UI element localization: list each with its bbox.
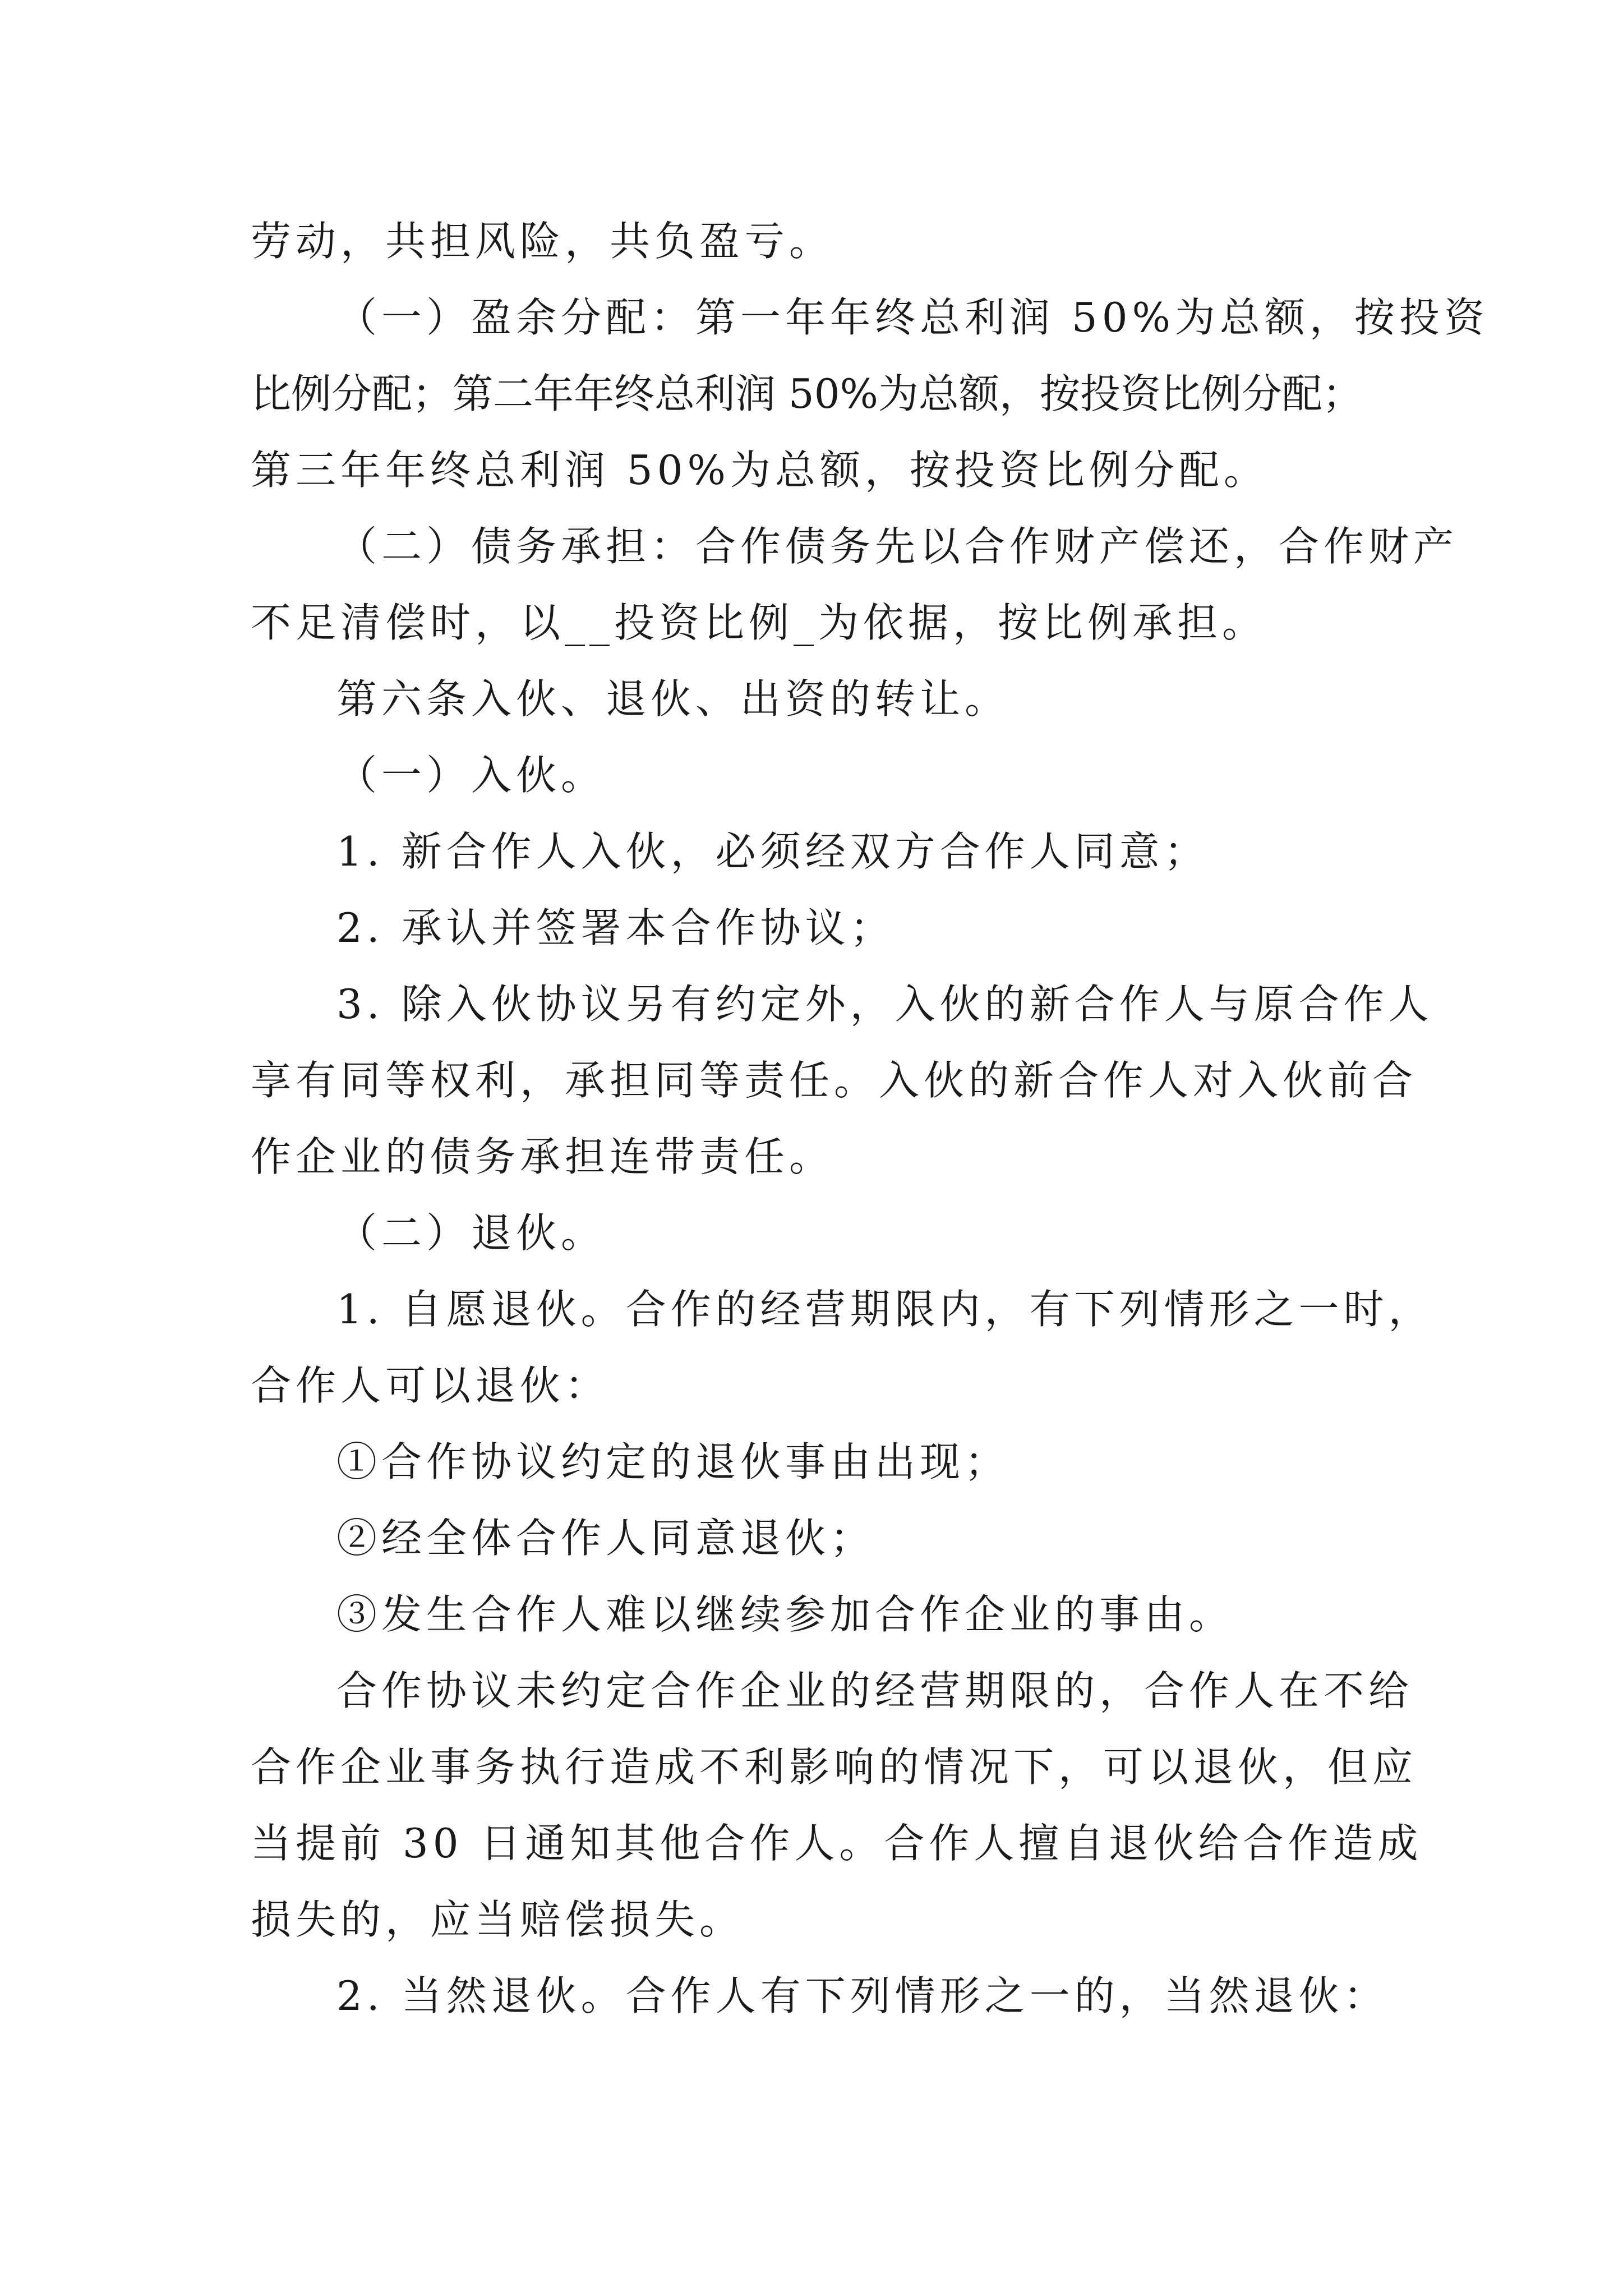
list-item-automatic: 2. 当然退伙。合作人有下列情形之一的，当然退伙： [336, 1972, 1389, 2019]
paragraph-line-3: 比例分配；第二年年终总利润 50%为总额，按投资比例分配； [251, 370, 1363, 417]
paragraph-line-5: （二）债务承担：合作债务先以合作财产偿还，合作财产 [336, 523, 1459, 570]
paragraph-line-4: 第三年年终总利润 50%为总额，按投资比例分配。 [251, 447, 1269, 494]
section-heading-join: （一）入伙。 [336, 752, 606, 799]
list-item-3: 3. 除入伙协议另有约定外，入伙的新合作人与原合作人 [336, 981, 1433, 1028]
paragraph-line-23: 损失的，应当赔偿损失。 [251, 1896, 745, 1943]
condition-item-2: ②经全体合作人同意退伙； [336, 1515, 875, 1562]
paragraph-line-21: 合作企业事务执行造成不利影响的情况下，可以退伙，但应 [251, 1743, 1418, 1791]
paragraph-line-6: 不足清偿时，以__投资比例_为依据，按比例承担。 [251, 599, 1267, 646]
paragraph-line-16: 合作人可以退伙： [251, 1362, 610, 1409]
paragraph-line-1: 劳动，共担风险，共负盈亏。 [251, 218, 834, 265]
paragraph-line-20: 合作协议未约定合作企业的经营期限的，合作人在不给 [336, 1667, 1414, 1714]
paragraph-line-12: 享有同等权利，承担同等责任。入伙的新合作人对入伙前合 [251, 1057, 1418, 1104]
section-heading-withdraw: （二）退伙。 [336, 1209, 606, 1257]
article-heading: 第六条入伙、退伙、出资的转让。 [336, 675, 1010, 723]
condition-item-3: ③发生合作人难以继续参加合作企业的事由。 [336, 1591, 1234, 1638]
list-item-voluntary: 1. 自愿退伙。合作的经营期限内，有下列情形之一时， [336, 1286, 1433, 1333]
condition-item-1: ①合作协议约定的退伙事由出现； [336, 1438, 1010, 1485]
list-item-2: 2. 承认并签署本合作协议； [336, 904, 895, 951]
paragraph-line-2: （一）盈余分配：第一年年终总利润 50%为总额，按投资 [336, 294, 1489, 341]
paragraph-line-13: 作企业的债务承担连带责任。 [251, 1133, 834, 1180]
paragraph-line-22: 当提前 30 日通知其他合作人。合作人擅自退伙给合作造成 [251, 1820, 1423, 1867]
list-item-1: 1. 新合作人入伙，必须经双方合作人同意； [336, 828, 1209, 875]
